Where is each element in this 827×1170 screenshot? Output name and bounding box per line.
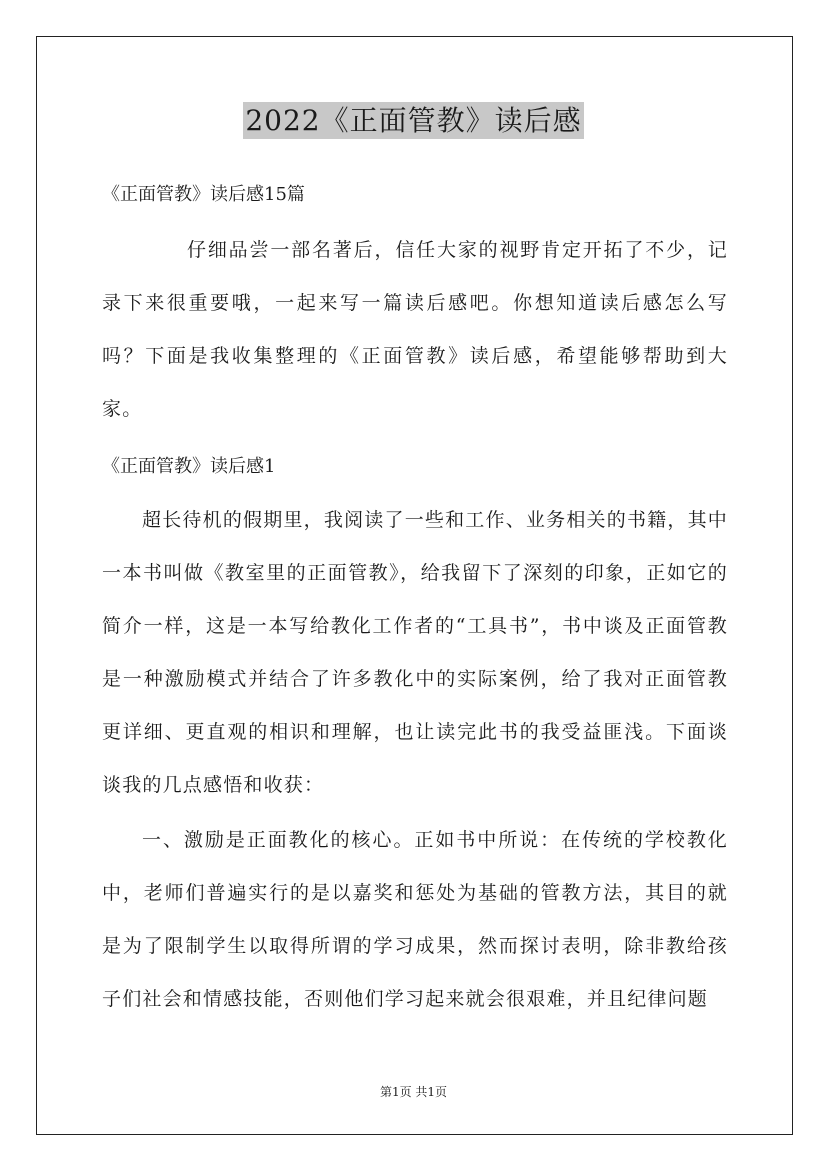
section-heading: 《正面管教》读后感1 [102,456,276,477]
intro-paragraph: 仔细品尝一部名著后，信任大家的视野肯定开拓了不少，记录下来很重要哦，一起来写一篇读后感吧。你想知道读后感怎么写吗？下面是我收集整理的《正面管教》读后感，希望能够帮助到大家。 [102,239,728,420]
document-title-text: 2022《正面管教》读后感 [245,104,582,137]
body-paragraph-2: 一、激励是正面教化的核心。正如书中所说：在传统的学校教化中，老师们普遍实行的是以嘉奖和惩处为基础的管教方法，其目的就是为了限制学生以取得所谓的学习成果，然而探讨表明，除非教给孩子们社会和情感技能，否则他们学习起来就会很艰难，并且纪律问题 [102,829,728,1010]
document-title [0,101,827,141]
page-number-label: 第1页 共1页 [379,1085,448,1099]
page-footer [0,1083,827,1100]
document-subtitle: 《正面管教》读后感15篇 [102,184,305,205]
body-paragraph-1: 超长待机的假期里，我阅读了一些和工作、业务相关的书籍，其中一本书叫做《教室里的正面管教》，给我留下了深刻的印象，正如它的简介一样，这是一本写给教化工作者的“工具书”，书中谈及正面管教是一种激励模式并结合了许多教化中的实际案例，给了我对正面管教更详细、更直观的相识和理解，也让读完此书的我受益匪浅。下面谈谈我的几点感悟和收获： [102,509,728,796]
